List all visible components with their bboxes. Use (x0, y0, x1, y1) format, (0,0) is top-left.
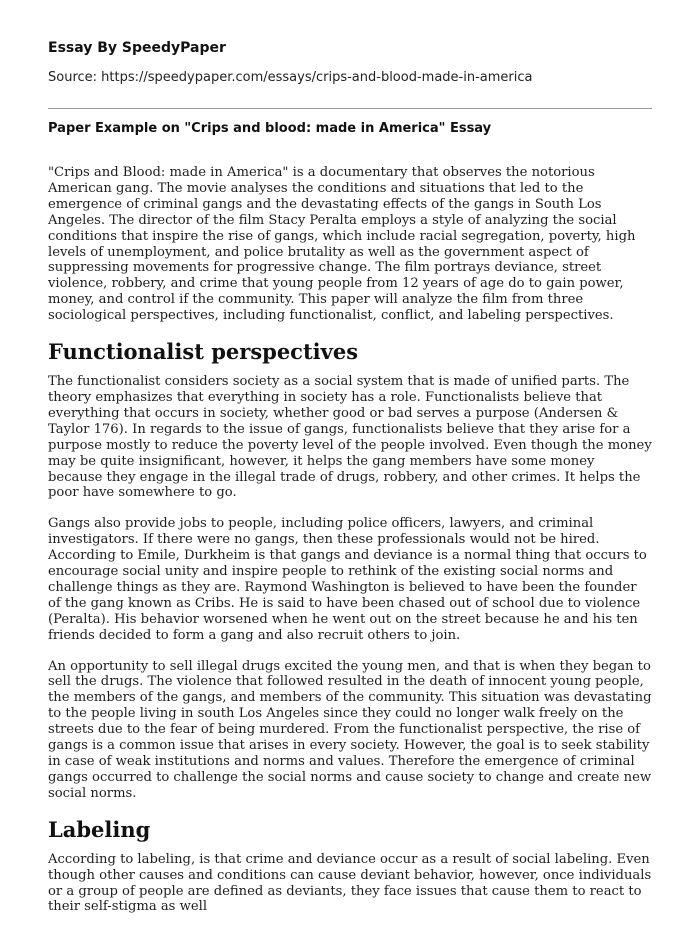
body-paragraph: The functionalist considers society as a social system that is made of unified parts. The theory emphasizes that everything in society has a role. Functionalists believe that everything that occurs in society, whether good or bad serves a purpose (Andersen & Taylor 176). In regards to the issue of gangs, functionalists believe that they arise for a purpose mostly to reduce the poverty level of the people involved. Even though the money may be quite insignificant, however, it helps the gang members have some money because they engage in the illegal trade of drugs, robbery, and other crimes. It helps the poor have somewhere to go. (48, 374, 652, 501)
body-paragraph: According to labeling, is that crime and deviance occur as a result of social labeling. Even though other causes and conditions can cause deviant behavior, however, once individuals or a group of people are defined as deviants, they face issues that cause them to react to their self-stigma as well (48, 851, 652, 915)
essay-body (48, 165, 652, 930)
section-heading-labeling: Labeling (48, 816, 151, 842)
brand-title: Essay By SpeedyPaper (48, 40, 226, 56)
paper-title: Paper Example on "Crips and blood: made in America" Essay (48, 121, 492, 136)
intro-paragraph: "Crips and Blood: made in America" is a documentary that observes the notorious American gang. The movie analyses the conditions and situations that led to the emergence of criminal gangs and the devastating effects of the gangs in South Los Angeles. The director of the film Stacy Peralta employs a style of analyzing the social conditions that inspire the rise of gangs, which include racial segregation, poverty, high levels of unemployment, and police brutality as well as the government aspect of suppressing movements for progressive change. The film portrays deviance, street violence, robbery, and crime that young people from 12 years of age do to gain power, money, and control if the community. This paper will analyze the film from three sociological perspectives, including functionalist, conflict, and labeling perspectives. (48, 165, 636, 324)
section-heading-functionalist: Functionalist perspectives (48, 339, 359, 365)
body-paragraph: Gangs also provide jobs to people, including police officers, lawyers, and criminal investigators. If there were no gangs, then these professionals would not be hired. According to Emile, Durkheim is that gangs and deviance is a normal thing that occurs to encourage social unity and inspire people to rethink of the existing social norms and challenge things as they are. Raymond Washington is believed to have been the founder of the gang known as Cribs. He is said to have been chased out of school due to violence (Peralta). His behavior worsened when he went out on the street because he and his ten friends decided to form a gang and also recruit others to join. (48, 516, 647, 643)
source-line: Source: https://speedypaper.com/essays/crips-and-blood-made-in-america (48, 70, 533, 85)
header-divider (48, 108, 652, 109)
body-paragraph: An opportunity to sell illegal drugs excited the young men, and that is when they began to sell the drugs. The violence that followed resulted in the death of innocent young people, the members of the gangs, and members of the community. This situation was devastating to the people living in south Los Angeles since they could no longer walk freely on the streets due to the fear of being murdered. From the functionalist perspective, the rise of gangs is a common issue that arises in every society. However, the goal is to seek stability in case of weak institutions and norms and values. Therefore the emergence of criminal gangs occurred to challenge the social norms and cause society to change and create new social norms. (48, 658, 652, 801)
